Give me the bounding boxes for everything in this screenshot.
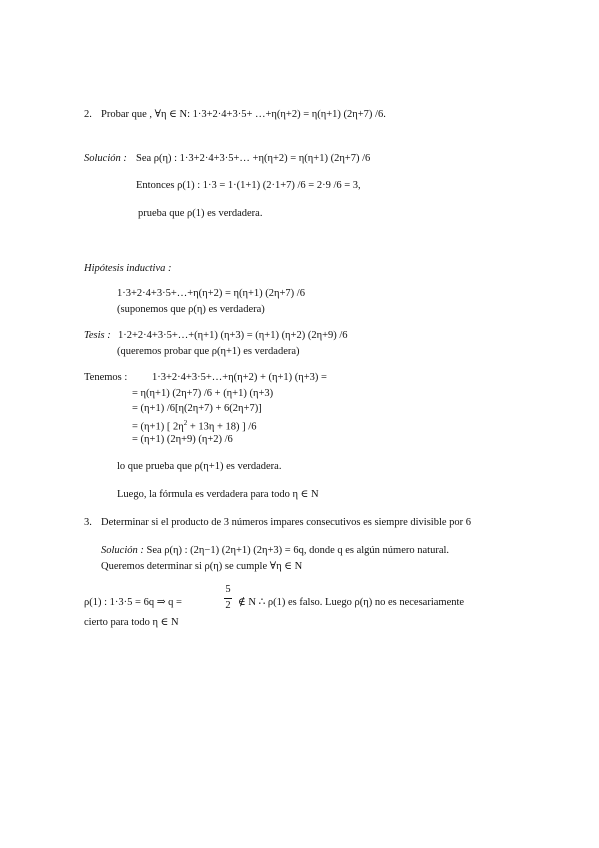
hypothesis-note: (suponemos que ρ(η) es verdadera) — [117, 304, 265, 315]
derivation-step-3: = (η+1) /6[η(2η+7) + 6(2η+7)] — [132, 403, 262, 414]
derivation-step-5: = (η+1) (2η+9) (η+2) /6 — [132, 434, 233, 445]
problem-3-solution-definition: Sea ρ(η) : (2η−1) (2η+1) (2η+3) = 6q, donde q es algún número natural. — [143, 545, 450, 556]
fraction-numerator: 5 — [225, 584, 231, 595]
fraction-denominator: 2 — [225, 600, 231, 611]
base-case: Entonces ρ(1) : 1·3 = 1·(1+1) (2·1+7) /6 = 2·9 /6 = 3, — [136, 180, 361, 191]
problem-3-calc-a: ρ(1) : 1·3·5 = 6q ⇒ q = — [84, 597, 182, 608]
problem-3-calc-b: ∉ N ∴ ρ(1) es falso. Luego ρ(η) no es necesariamente — [238, 597, 465, 608]
base-case-conclusion: prueba que ρ(1) es verdadera. — [138, 208, 263, 219]
problem-3-calc-c: cierto para todo η ∈ N — [84, 617, 179, 628]
solution-definition: Sea ρ(η) : 1·3+2·4+3·5+… +η(η+2) = η(η+1) (2η+7) /6 — [136, 153, 371, 164]
thesis-formula: 1·2+2·4+3·5+…+(η+1) (η+3) = (η+1) (η+2) (2η+9) /6 — [118, 330, 348, 341]
problem-3-solution — [101, 544, 449, 557]
problem-3-goal: Queremos determinar si ρ(η) se cumple ∀η ∈ N — [101, 561, 303, 572]
thesis-note: (queremos probar que ρ(η+1) es verdadera) — [117, 346, 300, 357]
conclusion-2: Luego, la fórmula es verdadera para todo η ∈ N — [117, 489, 319, 500]
step-4-part-a: = (η+1) [ 2η — [132, 421, 184, 433]
problem-3-solution-label: Solución : — [101, 545, 144, 556]
derivation-step-2: = η(η+1) (2η+7) /6 + (η+1) (η+3) — [132, 388, 274, 399]
problem-2-number: 2. — [84, 109, 92, 120]
step-4-part-b: + 13η + 18) ] /6 — [187, 421, 257, 433]
hypothesis-formula: 1·3+2·4+3·5+…+η(η+2) = η(η+1) (2η+7) /6 — [117, 288, 305, 299]
thesis-label: Tesis : — [84, 330, 111, 341]
derivation-step-1: 1·3+2·4+3·5+…+η(η+2) + (η+1) (η+3) = — [152, 372, 327, 383]
fraction-bar — [224, 598, 232, 599]
problem-3-statement: Determinar si el producto de 3 números impares consecutivos es siempre divisible por 6 — [101, 517, 472, 528]
solution-label: Solución : — [84, 153, 127, 164]
derivation-step-4 — [132, 417, 256, 434]
hypothesis-label: Hipótesis inductiva : — [84, 263, 172, 274]
tenemos-label: Tenemos : — [84, 372, 128, 383]
problem-3-number: 3. — [84, 517, 92, 528]
conclusion-1: lo que prueba que ρ(η+1) es verdadera. — [117, 461, 282, 472]
step-4-exponent: 2 — [183, 419, 188, 427]
problem-2-statement: Probar que , ∀η ∈ N: 1·3+2·4+3·5+ …+η(η+2) = η(η+1) (2η+7) /6. — [101, 109, 386, 120]
